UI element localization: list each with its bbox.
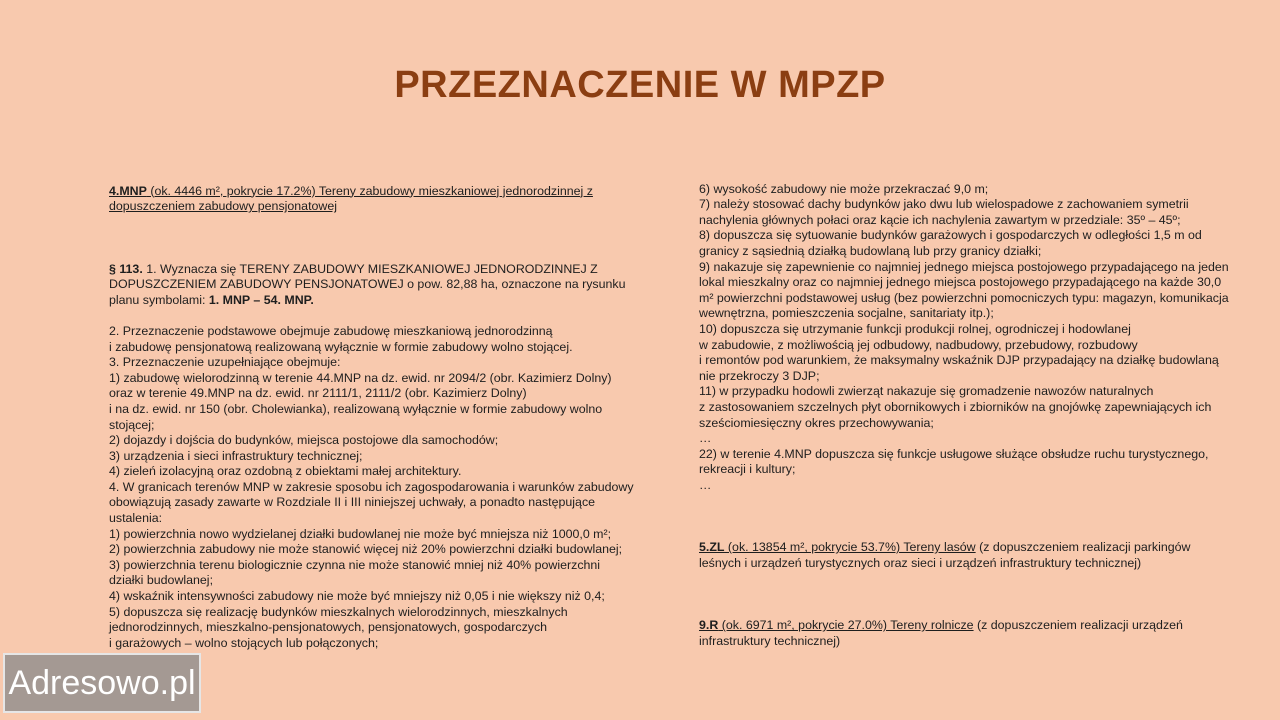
zl-code: 5.ZL	[699, 540, 725, 555]
paragraph-113-symbols: 1. MNP – 54. MNP.	[208, 292, 314, 307]
mnp-heading-text: (ok. 4446 m², pokrycie 17.2%) Tereny zabudowy mieszkaniowej jednorodzinnej z dopuszczeniem zabudowy pensjonatowej	[109, 183, 593, 214]
r-heading-underlined	[699, 618, 974, 632]
mnp-heading-underlined	[109, 184, 593, 214]
paragraph-ref: § 113.	[109, 261, 143, 276]
adresowo-watermark: Adresowo.pl	[3, 653, 201, 713]
mnp-regulations-continued: 6) wysokość zabudowy nie może przekraczać 9,0 m; 7) należy stosować dachy budynków jako dwu lub wielospadowe z zachowaniem symetrii nachylenia głównych połaci oraz kącie ich nachylenia zawartym w przedziale: 35º – 45º; 8) dopuszcza się sytuowanie budynków garażowych i gospodarczych w odległości 1,5 m od granicy z sąsiednią działką budowlaną lub przy granicy działki; 9) nakazuje się zapewnienie co najmniej jednego miejsca postojowego przypadającego na jeden lokal mieszkalny oraz co najmniej jednego miejsca postojowego przypadającego na każde 30,0 m² powierzchni podstawowej usług (bez powierzchni pomocniczych typu: magazyn, komunikacja wewnętrzna, pomieszczenia socjalne, sanitariaty itp.); 10) dopuszcza się utrzymanie funkcji produkcji rolnej, ogrodniczej i hodowlanej w zabudowie, z możliwością jej odbudowy, nadbudowy, przebudowy, rozbudowy i remontów pod warunkiem, że maksymalny wskaźnik DJP przypadający na działkę budowlaną nie przekroczy 3 DJP; 11) w przypadku hodowli zwierząt nakazuje się gromadzenie nawozów naturalnych z zastosowaniem szczelnych płyt obornikowych i zbiorników na gnojówkę zapewniających ich sześciomiesięczny okres przechowywania; … 22) w terenie 4.MNP dopuszcza się funkcje usługowe służące obsłudze ruchu turystycznego, rekreacji i kultury; …	[699, 181, 1229, 492]
zl-section	[699, 540, 1229, 571]
r-description: (z dopuszczeniem realizacji urządzeń infrastruktury technicznej)	[699, 618, 1183, 648]
paragraph-113	[109, 262, 634, 309]
r-heading-text: (ok. 6971 m², pokrycie 27.0%) Tereny rolnicze	[718, 618, 974, 633]
slide-title: PRZEZNACZENIE W MPZP	[394, 64, 886, 106]
left-column	[109, 168, 634, 667]
r-section	[699, 618, 1229, 649]
mnp-regulations: 2. Przeznaczenie podstawowe obejmuje zabudowę mieszkaniową jednorodzinną i zabudowę pensjonatową realizowaną wyłącznie w formie zabudowy wolno stojącej. 3. Przeznaczenie uzupełniające obejmuje: 1) zabudowę wielorodzinną w terenie 44.MNP na dz. ewid. nr 2094/2 (obr. Kazimierz Dolny) oraz w terenie 49.MNP na dz. ewid. nr 2111/1, 2111/2 (obr. Kazimierz Dolny) i na dz. ewid. nr 150 (obr. Cholewianka), realizowaną wyłącznie w formie zabudowy wolno stojącej; 2) dojazdy i dojścia do budynków, miejsca postojowe dla samochodów; 3) urządzenia i sieci infrastruktury technicznej; 4) zieleń izolacyjną oraz ozdobną z obiektami małej architektury. 4. W granicach terenów MNP w zakresie sposobu ich zagospodarowania i warunków zabudowy obowiązują zasady zawarte w Rozdziale II i III niniejszej uchwały, a ponadto następujące ustalenia: 1) powierzchnia nowo wydzielanej działki budowlanej nie może być mniejsza niż 1000,0 m²; 2) powierzchnia zabudowy nie może stanowić więcej niż 20% powierzchni działki budowlanej; 3) powierzchnia terenu biologicznie czynna nie może stanowić mniej niż 40% powierzchni działki budowlanej; 4) wskaźnik intensywności zabudowy nie może być mniejszy niż 0,05 i nie większy niż 0,4; 5) dopuszcza się realizację budynków mieszkalnych wielorodzinnych, mieszkalnych jednorodzinnych, mieszkalno-pensjonatowych, pensjonatowych, gospodarczych i garażowych – wolno stojących lub połączonych;	[109, 323, 634, 650]
zl-description: (z dopuszczeniem realizacji parkingów leśnych i urządzeń turystycznych oraz sieci i urządzeń infrastruktury technicznej)	[699, 540, 1191, 570]
r-code: 9.R	[699, 618, 719, 633]
zl-heading-underlined	[699, 540, 976, 554]
paragraph-113-text: 1. Wyznacza się TERENY ZABUDOWY MIESZKANIOWEJ JEDNORODZINNEJ Z DOPUSZCZENIEM ZABUDOWY PENSJONATOWEJ o pow. 82,88 ha, oznaczone na rysunku planu symbolami:	[109, 261, 626, 307]
mnp-heading	[109, 184, 634, 215]
mnp-code: 4.MNP	[109, 183, 147, 198]
right-column	[699, 166, 1229, 665]
zl-heading-text: (ok. 13854 m², pokrycie 53.7%) Tereny lasów	[724, 540, 976, 555]
